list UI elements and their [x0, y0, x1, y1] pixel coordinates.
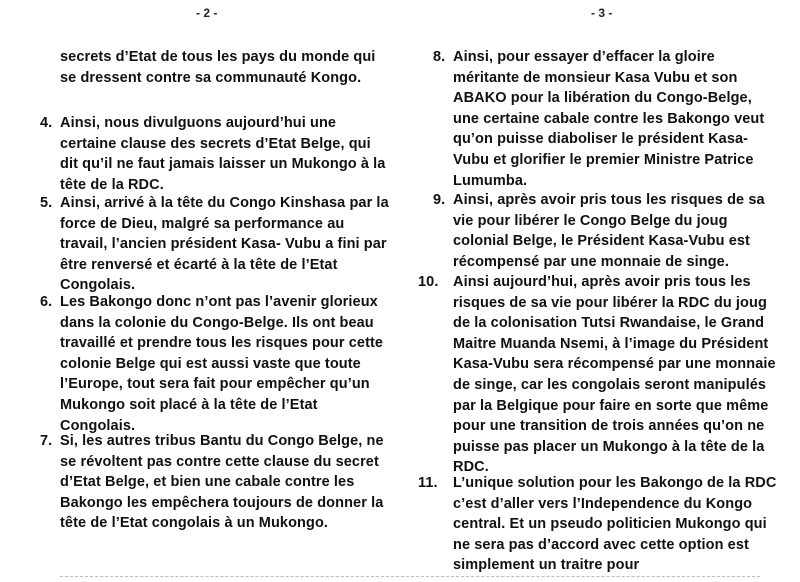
- item-text: Ainsi, nous divulguons aujourd’hui une certaine clause des secrets d’Etat Belge, qui dit qu’il ne faut jamais laisser un Mukongo à la tête de la RDC.: [60, 115, 386, 193]
- list-item-4: [40, 113, 392, 195]
- item-number: 8.: [433, 49, 446, 65]
- item-text: Ainsi, après avoir pris tous les risques de sa vie pour libérer le Congo Belge du joug colonial Belge, le Président Kasa-Vubu est récompensé par une monnaie de singe.: [453, 192, 765, 270]
- list-item-11: [418, 473, 778, 576]
- item-number: 6.: [40, 294, 53, 310]
- item-number: 10.: [418, 274, 439, 290]
- list-item-9: [433, 190, 775, 272]
- list-item-8: [433, 47, 775, 191]
- item-number: 9.: [433, 192, 446, 208]
- page-bottom-edge: [60, 576, 760, 578]
- continuation-paragraph: [60, 47, 390, 88]
- item-text: Ainsi, arrivé à la tête du Congo Kinshasa par la force de Dieu, malgré sa performance au travail, l’ancien président Kasa- Vubu a fini par être renversé et écarté à la tête de l’Etat Congolais.: [60, 195, 389, 294]
- page-number-left: - 2 -: [196, 6, 218, 20]
- list-item-7: [40, 431, 392, 534]
- list-item-6: [40, 292, 392, 436]
- list-item-10: [418, 272, 778, 478]
- item-text: Ainsi, pour essayer d’effacer la gloire méritante de monsieur Kasa Vubu et son ABAKO pour la libération du Congo-Belge, une certaine cabale contre les Bakongo veut qu’on puisse diaboliser le président Kasa-Vubu et glorifier le premier Ministre Patrice Lumumba.: [453, 49, 765, 189]
- paragraph-text: secrets d’Etat de tous les pays du monde qui se dressent contre sa communauté Kongo.: [60, 49, 376, 86]
- item-number: 4.: [40, 115, 53, 131]
- item-number: 7.: [40, 433, 53, 449]
- page-number-right: - 3 -: [591, 6, 613, 20]
- item-text: Si, les autres tribus Bantu du Congo Belge, ne se révoltent pas contre cette clause du secret d’Etat Belge, et bien une cabale contre les Bakongo les empêchera toujours de donner la tête de l’Etat congolais à un Mukongo.: [60, 433, 384, 532]
- item-text: Les Bakongo donc n’ont pas l’avenir glorieux dans la colonie du Congo-Belge. Ils ont beau travaillé et prendre tous les risques pour cette colonie Belge qui est aussi vaste que toute l’Europe, tout sera fait pour empêcher qu’un Mukongo soit placé à la tête de l’Etat Congolais.: [60, 294, 384, 434]
- item-number: 5.: [40, 195, 53, 211]
- item-text: Ainsi aujourd’hui, après avoir pris tous les risques de sa vie pour libérer la RDC du joug de la colonisation Tutsi Rwandaise, le Grand Maitre Muanda Nsemi, à l’image du Président Kasa-Vubu sera récompensé par une monnaie de singe, car les congolais seront manipulés par la Belgique pour faire en sorte que même pour une transition de trois années qu’on ne puisse pas placer un Mukongo à la tête de la RDC.: [453, 274, 776, 476]
- list-item-5: [40, 193, 392, 296]
- item-number: 11.: [418, 475, 438, 491]
- item-text: L’unique solution pour les Bakongo de la RDC c’est d’aller vers l’Independence du Kongo central. Et un pseudo politicien Mukongo qui ne sera pas d’accord avec cette option est simplement un traitre pour: [453, 475, 777, 574]
